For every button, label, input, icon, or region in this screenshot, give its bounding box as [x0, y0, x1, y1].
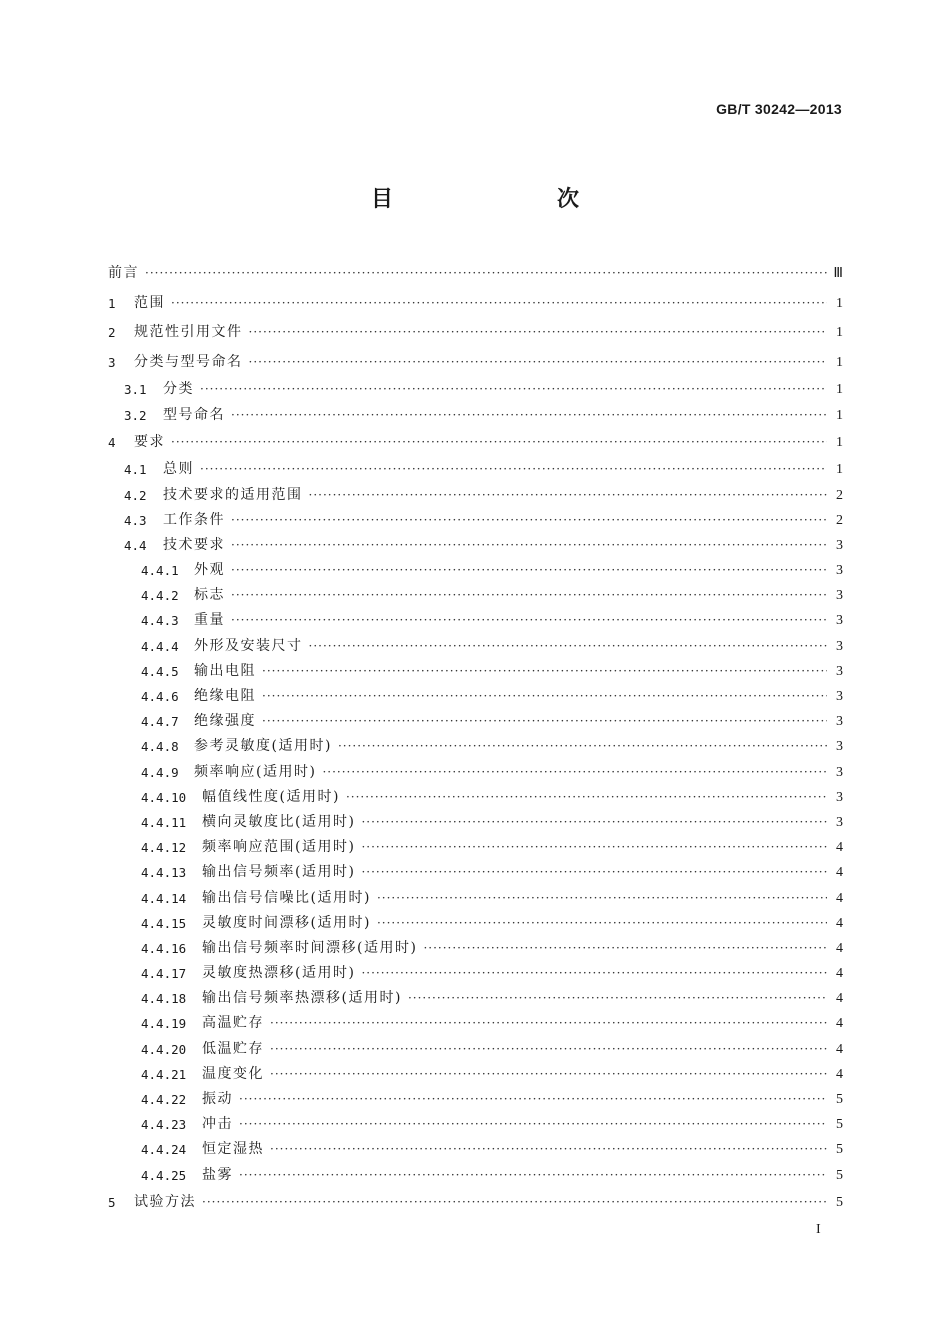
dot-leader	[361, 961, 827, 986]
dot-leader	[239, 1163, 827, 1188]
dot-leader	[249, 318, 828, 348]
toc-entry-label: 外观	[194, 562, 225, 579]
dot-leader	[231, 558, 827, 583]
dot-leader	[361, 860, 827, 885]
toc-entry-label: 前言	[108, 265, 139, 281]
toc-entry-page: 3	[836, 537, 843, 553]
toc-entry-label: 参考灵敏度(适用时)	[194, 738, 332, 755]
toc-entry-page: 3	[836, 714, 843, 730]
toc-entry-page: 4	[836, 840, 843, 856]
dot-leader	[262, 709, 827, 734]
toc-entry-page: 4	[836, 991, 843, 1007]
dot-leader	[171, 428, 827, 458]
toc-entry-page: 4	[836, 966, 843, 982]
toc-entry-page: 4	[836, 1016, 843, 1032]
toc-entry-label: 输出信号频率热漂移(适用时)	[202, 990, 402, 1007]
toc-entry[interactable]	[108, 558, 843, 583]
toc-entry-page: 3	[836, 613, 843, 629]
toc-entry-page: 5	[836, 1167, 843, 1183]
table-of-contents	[108, 259, 843, 1217]
toc-entry-label: 高温贮存	[202, 1015, 264, 1032]
toc-entry[interactable]	[108, 483, 843, 508]
toc-entry[interactable]	[108, 1188, 843, 1218]
toc-entry-page: 3	[836, 764, 843, 780]
toc-entry[interactable]	[108, 583, 843, 608]
toc-entry[interactable]	[108, 1037, 843, 1062]
toc-entry-label: 冲击	[202, 1116, 233, 1133]
toc-entry-number: 4.4.8	[141, 739, 179, 755]
dot-leader	[171, 289, 827, 319]
toc-entry[interactable]	[108, 508, 843, 533]
toc-entry-page: 3	[836, 563, 843, 579]
toc-entry-number: 4.3	[124, 512, 147, 528]
toc-entry-label: 振动	[202, 1091, 233, 1108]
toc-entry[interactable]	[108, 986, 843, 1011]
standard-code: GB/T 30242—2013	[716, 101, 842, 117]
toc-entry-number: 4.4.12	[141, 840, 187, 856]
toc-entry-label: 温度变化	[202, 1065, 264, 1082]
toc-entry-number: 4.4.14	[141, 890, 187, 906]
toc-entry-page: 5	[836, 1092, 843, 1108]
toc-entry-page: 3	[836, 689, 843, 705]
toc-entry[interactable]	[108, 734, 843, 759]
dot-leader	[249, 348, 828, 378]
toc-entry[interactable]	[108, 457, 843, 482]
toc-entry[interactable]	[108, 318, 843, 348]
toc-entry-number: 4.4	[124, 537, 147, 553]
dot-leader	[231, 508, 827, 533]
dot-leader	[270, 1062, 827, 1087]
toc-entry-number: 4.4.2	[141, 588, 179, 604]
dot-leader	[408, 986, 827, 1011]
dot-leader	[361, 835, 827, 860]
dot-leader	[145, 259, 827, 289]
toc-entry-label: 输出信号频率时间漂移(适用时)	[202, 939, 418, 956]
toc-entry-label: 绝缘强度	[194, 713, 256, 730]
toc-entry-page: 4	[836, 940, 843, 956]
toc-entry-page: 4	[836, 1066, 843, 1082]
toc-entry-page: 3	[836, 588, 843, 604]
toc-entry[interactable]	[108, 533, 843, 558]
toc-entry-label: 绝缘电阻	[194, 688, 256, 705]
toc-entry[interactable]	[108, 428, 843, 458]
toc-entry-label: 分类与型号命名	[134, 353, 243, 370]
toc-entry-page: 1	[836, 434, 843, 450]
toc-entry-number: 4.4.16	[141, 940, 187, 956]
toc-entry[interactable]	[108, 886, 843, 911]
toc-entry[interactable]	[108, 911, 843, 936]
dot-leader	[309, 634, 828, 659]
toc-entry-label: 试验方法	[134, 1193, 196, 1210]
toc-entry-number: 4.4.11	[141, 814, 187, 830]
page-number: I	[816, 1222, 821, 1237]
toc-entry-number: 3	[108, 354, 116, 370]
toc-entry-label: 标志	[194, 587, 225, 604]
dot-leader	[270, 1011, 827, 1036]
toc-entry[interactable]	[108, 348, 843, 378]
toc-entry-page: 1	[836, 295, 843, 311]
toc-entry[interactable]	[108, 1062, 843, 1087]
dot-leader	[231, 533, 827, 558]
toc-entry-label: 恒定湿热	[202, 1141, 264, 1158]
dot-leader	[231, 403, 827, 428]
toc-entry-number: 3.2	[124, 407, 147, 423]
toc-entry-page: 1	[836, 354, 843, 370]
toc-entry-number: 4	[108, 434, 116, 450]
toc-entry-number: 4.4.7	[141, 714, 179, 730]
toc-entry[interactable]	[108, 1087, 843, 1112]
toc-entry-label: 频率响应范围(适用时)	[202, 839, 356, 856]
toc-entry[interactable]	[108, 760, 843, 785]
toc-entry-number: 4.4.5	[141, 663, 179, 679]
toc-entry-page: 3	[836, 663, 843, 679]
toc-entry-label: 型号命名	[163, 406, 225, 423]
toc-entry-number: 4.4.9	[141, 764, 179, 780]
toc-entry-label: 规范性引用文件	[134, 324, 243, 341]
toc-entry-label: 技术要求的适用范围	[163, 486, 303, 503]
toc-entry-label: 要求	[134, 433, 165, 450]
toc-entry-label: 低温贮存	[202, 1040, 264, 1057]
toc-entry-label: 重量	[194, 612, 225, 629]
toc-entry-number: 4.4.3	[141, 613, 179, 629]
toc-entry-number: 4.4.1	[141, 563, 179, 579]
toc-entry-number: 4.4.24	[141, 1142, 187, 1158]
toc-entry[interactable]	[108, 860, 843, 885]
toc-entry[interactable]	[108, 684, 843, 709]
dot-leader	[262, 684, 827, 709]
toc-entry[interactable]	[108, 403, 843, 428]
toc-entry[interactable]	[108, 634, 843, 659]
toc-entry[interactable]	[108, 259, 843, 289]
toc-entry[interactable]	[108, 289, 843, 319]
toc-entry-number: 4.4.17	[141, 966, 187, 982]
toc-entry-label: 输出信号信噪比(适用时)	[202, 889, 371, 906]
toc-entry-label: 横向灵敏度比(适用时)	[202, 813, 356, 830]
toc-entry-page: 2	[836, 512, 843, 528]
toc-entry-number: 4.4.25	[141, 1167, 187, 1183]
dot-leader	[361, 810, 827, 835]
toc-entry[interactable]	[108, 835, 843, 860]
toc-entry[interactable]	[108, 961, 843, 986]
dot-leader	[270, 1137, 827, 1162]
toc-entry-number: 4.4.23	[141, 1117, 187, 1133]
dot-leader	[202, 1188, 827, 1218]
dot-leader	[231, 608, 827, 633]
dot-leader	[377, 911, 827, 936]
dot-leader	[239, 1112, 827, 1137]
toc-entry-number: 2	[108, 325, 116, 341]
toc-entry-label: 输出信号频率(适用时)	[202, 864, 356, 881]
toc-entry-label: 范围	[134, 294, 165, 311]
toc-entry-number: 4.4.19	[141, 1016, 187, 1032]
dot-leader	[231, 583, 827, 608]
toc-entry-number: 4.4.22	[141, 1092, 187, 1108]
toc-entry-page: 1	[836, 407, 843, 423]
toc-entry-label: 外形及安装尺寸	[194, 637, 303, 654]
toc-entry-number: 4.4.18	[141, 991, 187, 1007]
dot-leader	[338, 734, 827, 759]
dot-leader	[309, 483, 828, 508]
dot-leader	[322, 760, 827, 785]
dot-leader	[270, 1037, 827, 1062]
toc-entry-label: 灵敏度热漂移(适用时)	[202, 965, 356, 982]
toc-entry[interactable]	[108, 810, 843, 835]
toc-entry-label: 总则	[163, 461, 194, 478]
toc-entry[interactable]	[108, 1011, 843, 1036]
dot-leader	[239, 1087, 827, 1112]
toc-entry-page: 1	[836, 325, 843, 341]
toc-entry[interactable]	[108, 709, 843, 734]
toc-entry-label: 盐雾	[202, 1166, 233, 1183]
dot-leader	[262, 659, 827, 684]
toc-entry-label: 技术要求	[163, 536, 225, 553]
toc-entry-page: 3	[836, 789, 843, 805]
toc-entry[interactable]	[108, 1163, 843, 1188]
dot-leader	[423, 936, 827, 961]
toc-entry-number: 4.4.13	[141, 865, 187, 881]
toc-entry-number: 4.1	[124, 462, 147, 478]
toc-entry-number: 4.4.10	[141, 789, 187, 805]
toc-entry-page: 1	[836, 462, 843, 478]
toc-entry-number: 4.4.4	[141, 638, 179, 654]
toc-entry-label: 频率响应(适用时)	[194, 763, 317, 780]
toc-entry[interactable]	[108, 1137, 843, 1162]
toc-entry-page: 4	[836, 915, 843, 931]
toc-entry-label: 分类	[163, 381, 194, 398]
dot-leader	[200, 457, 827, 482]
toc-entry-number: 4.4.6	[141, 689, 179, 705]
toc-entry-number: 1	[108, 295, 116, 311]
toc-entry-number: 4.2	[124, 487, 147, 503]
toc-entry-number: 4.4.21	[141, 1066, 187, 1082]
toc-entry-page: 4	[836, 1041, 843, 1057]
toc-entry-page: 1	[836, 382, 843, 398]
toc-entry-page: 2	[836, 487, 843, 503]
dot-leader	[200, 377, 827, 402]
toc-entry[interactable]	[108, 785, 843, 810]
toc-entry[interactable]	[108, 936, 843, 961]
toc-entry-page: 4	[836, 865, 843, 881]
toc-entry-number: 4.4.15	[141, 915, 187, 931]
toc-entry-number: 3.1	[124, 382, 147, 398]
toc-entry-label: 灵敏度时间漂移(适用时)	[202, 914, 371, 931]
toc-entry-page: 3	[836, 739, 843, 755]
toc-entry-page: 5	[836, 1142, 843, 1158]
toc-entry-page: 5	[836, 1117, 843, 1133]
toc-entry-label: 输出电阻	[194, 662, 256, 679]
toc-entry-page: 4	[836, 890, 843, 906]
toc-entry[interactable]	[108, 659, 843, 684]
toc-entry-page: 3	[836, 638, 843, 654]
toc-entry[interactable]	[108, 608, 843, 633]
toc-entry-page: 5	[836, 1194, 843, 1210]
toc-entry-number: 4.4.20	[141, 1041, 187, 1057]
toc-entry[interactable]	[108, 1112, 843, 1137]
page-title: 目 次	[370, 187, 619, 212]
dot-leader	[377, 886, 827, 911]
toc-entry-label: 工作条件	[163, 511, 225, 528]
toc-entry-page: 3	[836, 814, 843, 830]
toc-entry-page: Ⅲ	[833, 266, 843, 281]
toc-entry[interactable]	[108, 377, 843, 402]
dot-leader	[346, 785, 827, 810]
toc-entry-number: 5	[108, 1194, 116, 1210]
toc-entry-label: 幅值线性度(适用时)	[202, 788, 340, 805]
